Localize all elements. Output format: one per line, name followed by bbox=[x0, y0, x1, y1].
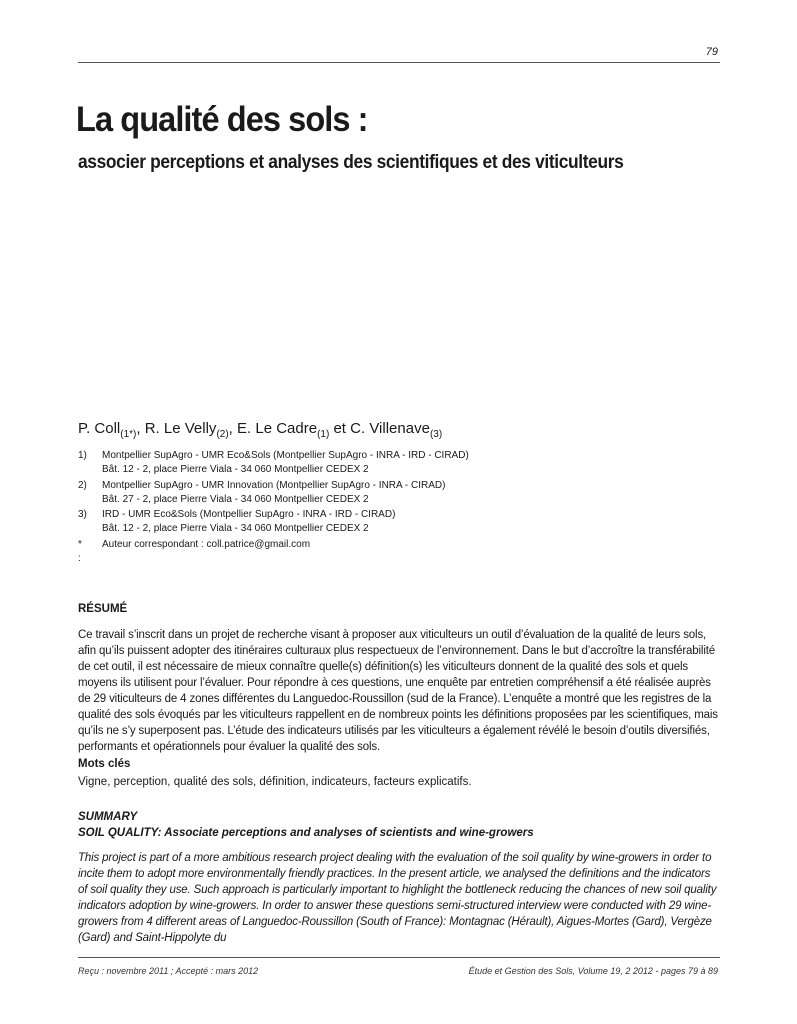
summary-body: This project is part of a more ambitious research project dealing with the evaluation of the soil quality by wine-growers in order to incite them to adopt more environmentally friendly practices. In the present article, we analysed the definitions and the indicators of soil quality they use. Such approach is particularly important to highlight the bottleneck reducing the chances of new soil quality indicators adoption by wine-growers. In order to answer these questions semi-structured interview were conducted with 29 wine-growers from 4 different areas of Languedoc-Roussillon (South of France): Montagnac (Hérault), Aigues-Mortes (Gard), Vergèze (Gard) and Saint-Hippolyte du bbox=[78, 852, 717, 944]
author-list bbox=[78, 420, 442, 440]
author-separator: et bbox=[329, 420, 351, 437]
article-subtitle: associer perceptions et analyses des scientifiques et des viticulteurs bbox=[78, 152, 624, 173]
article-title: La qualité des sols : bbox=[76, 100, 368, 139]
author-name: E. Le Cadre bbox=[237, 420, 318, 437]
resume-heading: RÉSUMÉ bbox=[78, 603, 128, 615]
affiliation-number: 3) bbox=[78, 509, 87, 520]
author-affiliation-mark: (1) bbox=[317, 429, 330, 440]
corresponding-author-email: Auteur correspondant : coll.patrice@gmail.com bbox=[102, 539, 311, 550]
received-accepted-dates: Reçu : novembre 2011 ; Accepté : mars 2012 bbox=[78, 966, 259, 976]
author-name: R. Le Velly bbox=[144, 420, 217, 437]
corresponding-mark: * : bbox=[78, 539, 82, 564]
affiliation-address: Bât. 12 - 2, place Pierre Viala - 34 060 Montpellier CEDEX 2 bbox=[102, 523, 369, 534]
page-number: 79 bbox=[705, 46, 718, 58]
journal-citation: Étude et Gestion des Sols, Volume 19, 2 2012 - pages 79 à 89 bbox=[468, 966, 718, 976]
footer-rule bbox=[78, 957, 720, 958]
affiliation-address: Bât. 12 - 2, place Pierre Viala - 34 060 Montpellier CEDEX 2 bbox=[102, 464, 369, 475]
author-name: C. Villenave bbox=[350, 420, 430, 437]
author-affiliation-mark: (3) bbox=[429, 429, 443, 440]
affiliation-number: 2) bbox=[78, 480, 87, 491]
author-affiliation-mark: (2) bbox=[216, 429, 229, 440]
affiliation-address: Bât. 27 - 2, place Pierre Viala - 34 060 Montpellier CEDEX 2 bbox=[102, 494, 369, 505]
author-separator: , bbox=[228, 420, 238, 437]
summary-subheading: SOIL QUALITY: Associate perceptions and analyses of scientists and wine-growers bbox=[78, 827, 534, 839]
author-separator: , bbox=[136, 420, 145, 437]
affiliation-number: 1) bbox=[78, 450, 87, 461]
author-affiliation-mark: (1*) bbox=[120, 429, 137, 440]
keywords-body: Vigne, perception, qualité des sols, définition, indicateurs, facteurs explicatifs. bbox=[78, 776, 472, 788]
affiliation-institution: Montpellier SupAgro - UMR Innovation (Montpellier SupAgro - INRA - CIRAD) bbox=[102, 480, 446, 491]
resume-body: Ce travail s’inscrit dans un projet de recherche visant à proposer aux viticulteurs un outil d’évaluation de la qualité de leurs sols, afin qu’ils puissent adopter des itinéraires culturaux plus respectueux de l’environnement. Dans le but d’accroître la transférabilité de cet outil, il est nécessaire de mieux connaître quelle(s) définition(s) les viticulteurs donnent de la qualité des sols et quels moyens ils utilisent pour l’évaluer. Pour répondre à ces questions, une enquête par entretien compréhensif a été réalisée auprès de 29 viticulteurs de 4 zones différentes du Languedoc-Roussillon (sud de la France). L’enquête a montré que les registres de la qualité des sols évoqués par les viticulteurs rappellent en de nombreux points les définitions proposées par les scientifiques, mais qu’ils ne s’y superposent pas. L’étude des indicateurs utilisés par les viticulteurs a également révélé le besoin d’outils diversifiés, performants et opérationnels pour évaluer la qualité des sols. bbox=[78, 629, 718, 753]
summary-heading: SUMMARY bbox=[78, 811, 138, 823]
author-name: P. Coll bbox=[78, 420, 121, 437]
header-rule bbox=[78, 62, 720, 63]
affiliation-institution: IRD - UMR Eco&Sols (Montpellier SupAgro - INRA - IRD - CIRAD) bbox=[102, 509, 396, 520]
affiliation-institution: Montpellier SupAgro - UMR Eco&Sols (Montpellier SupAgro - INRA - IRD - CIRAD) bbox=[102, 450, 469, 461]
keywords-heading: Mots clés bbox=[78, 758, 131, 770]
